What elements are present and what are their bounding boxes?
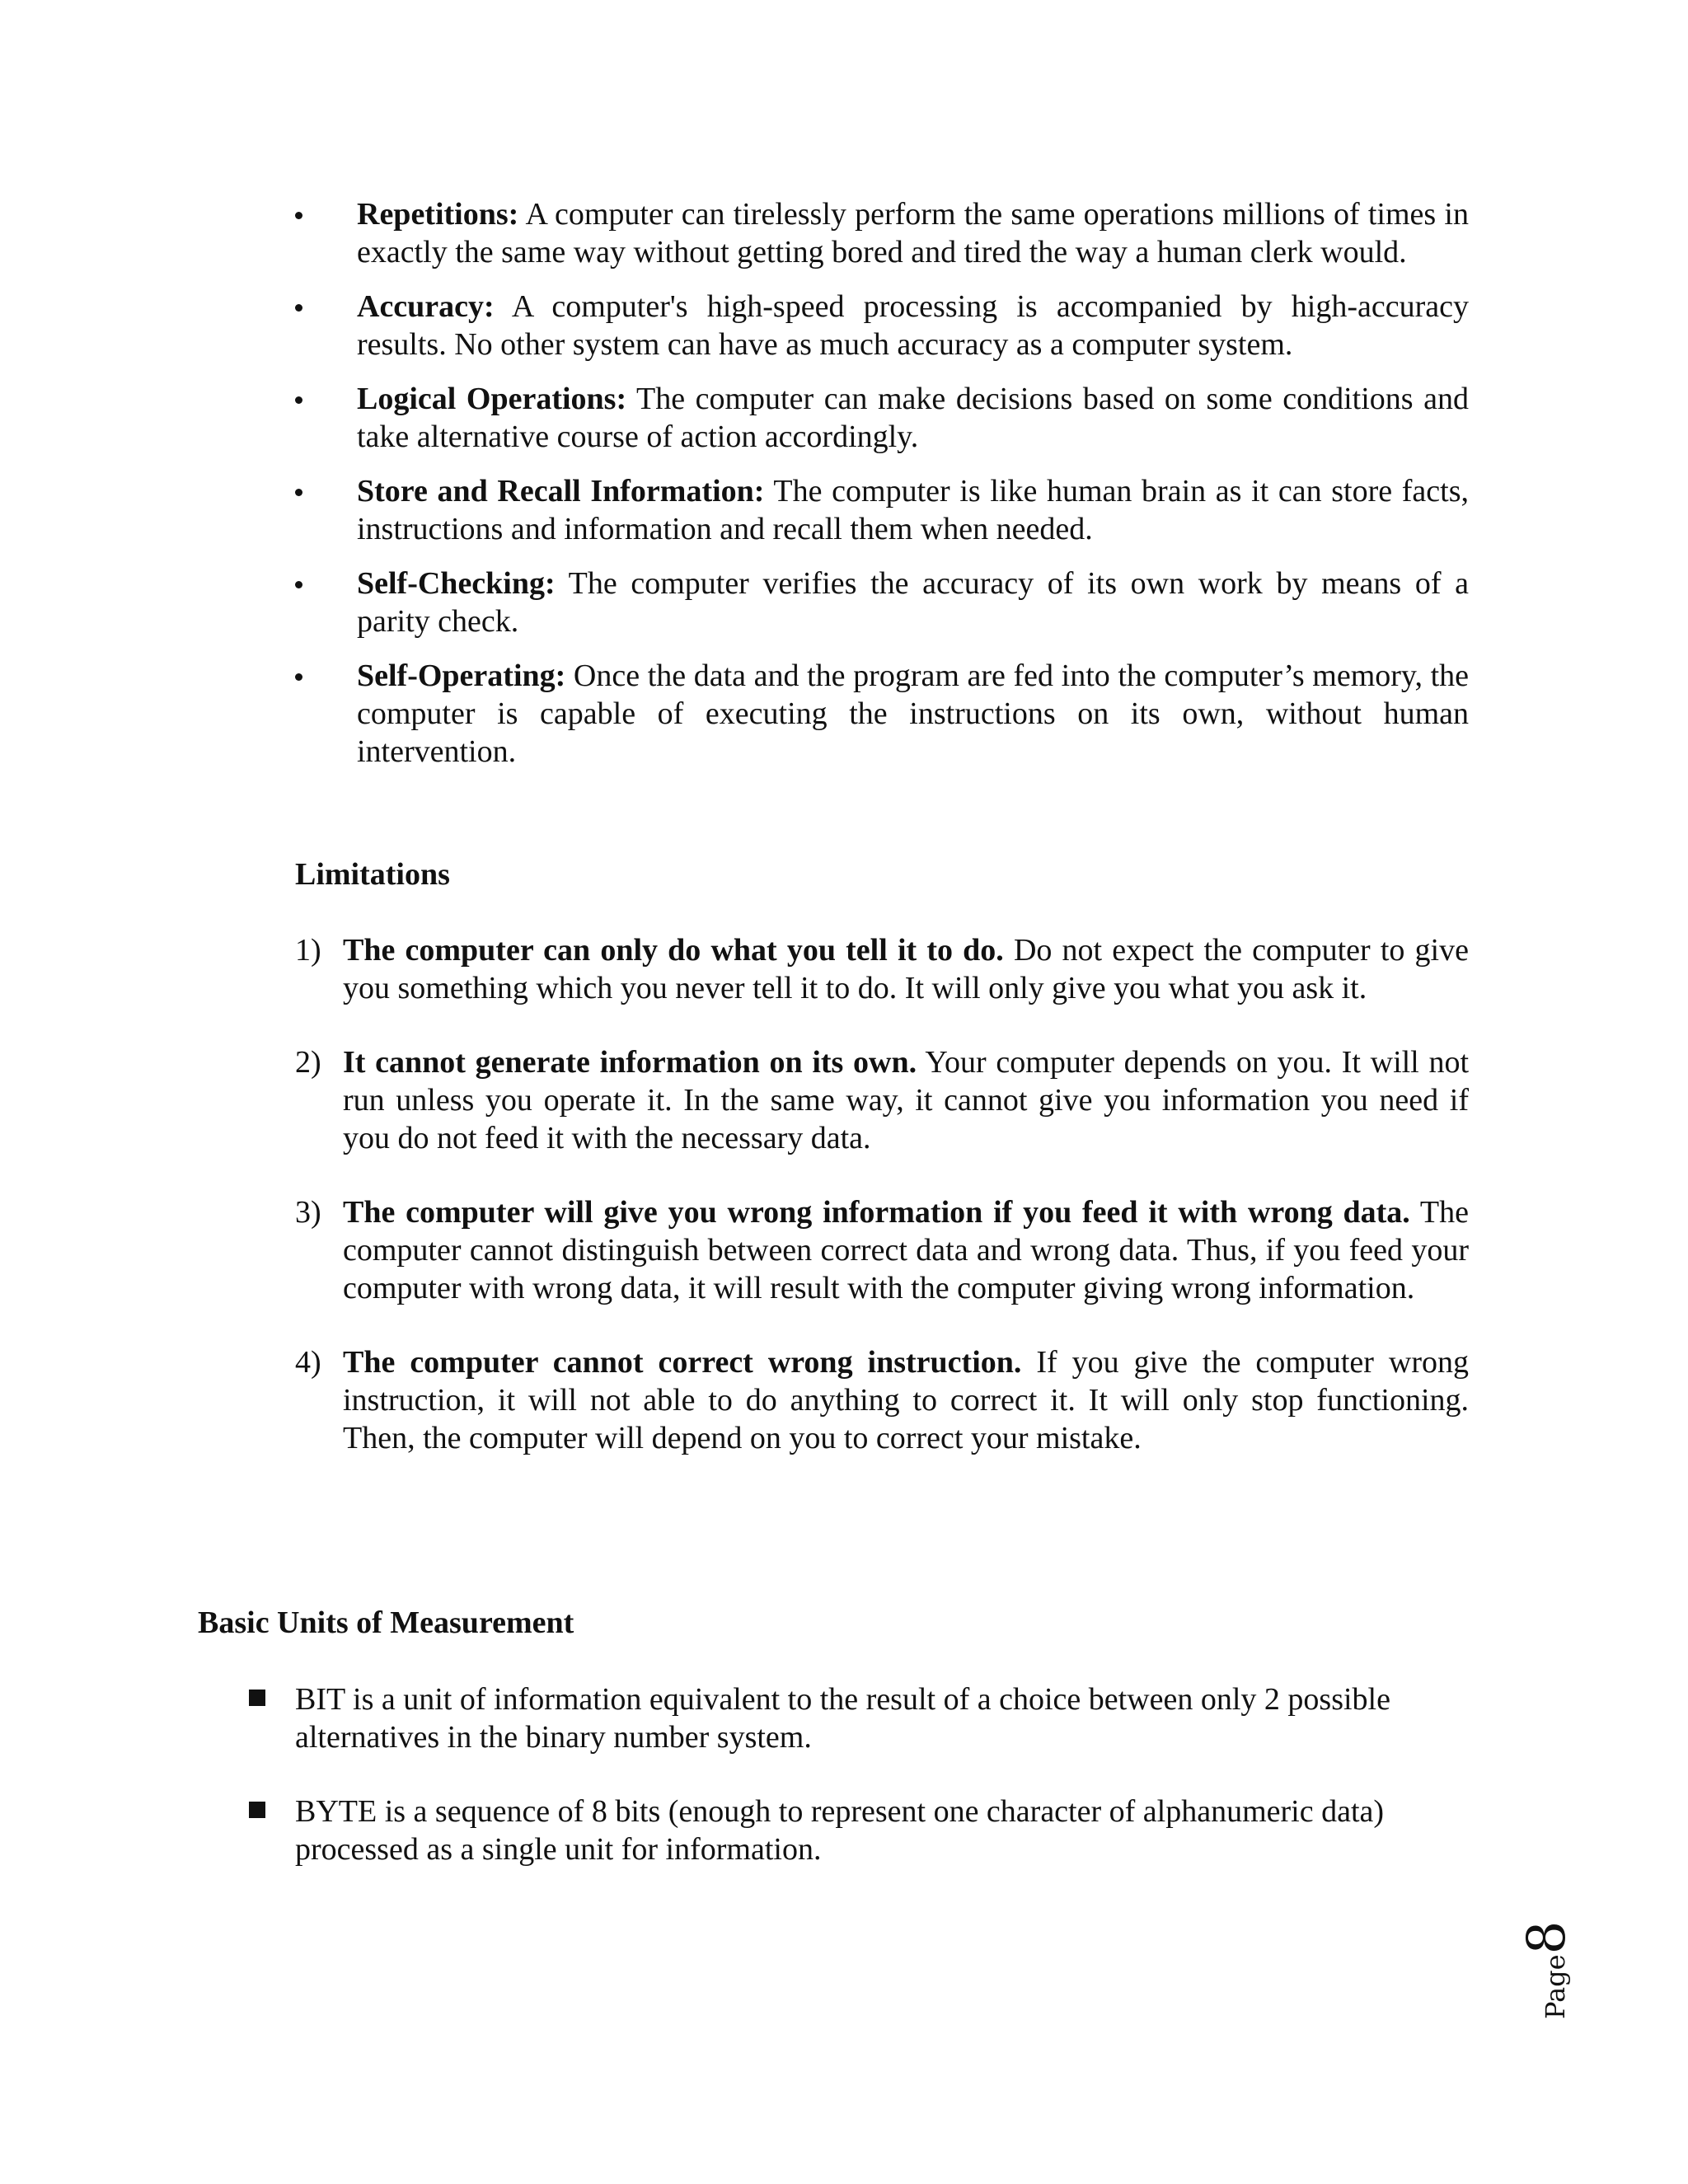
limitation-item <box>295 1343 1469 1457</box>
unit-item <box>247 1680 1434 1756</box>
limitation-text: The computer cannot distinguish between correct data and wrong data. Thus, if you feed your computer with wrong data, it will result with the computer giving wrong information. <box>343 1195 1469 1305</box>
page-number-value: 8 <box>1517 1920 1578 1955</box>
limitation-title: The computer cannot correct wrong instruction. <box>343 1345 1022 1380</box>
limitation-item <box>295 1193 1469 1307</box>
limitations-heading: Limitations <box>295 857 450 892</box>
limitation-title: The computer will give you wrong information if you feed it with wrong data. <box>343 1195 1410 1230</box>
limitation-title: The computer can only do what you tell it to do. <box>343 933 1004 968</box>
feature-text: A computer's high-speed processing is accompanied by high-accuracy results. No other system can have as much accuracy as a computer system. <box>357 289 1469 362</box>
limitation-number: 2) <box>295 1045 321 1080</box>
square-bullet-icon <box>249 1802 265 1818</box>
bullet-dot-icon <box>295 673 302 681</box>
feature-term: Store and Recall Information: <box>357 474 765 509</box>
feature-item <box>295 565 1469 640</box>
bullet-dot-icon <box>295 581 302 588</box>
feature-text: The computer can make decisions based on some conditions and take alternative course of action accordingly. <box>357 382 1469 454</box>
feature-term: Self-Checking: <box>357 566 556 601</box>
bullet-dot-icon <box>295 396 302 404</box>
feature-term: Repetitions: <box>357 197 519 232</box>
feature-text: A computer can tirelessly perform the same operations millions of times in exactly the same way without getting bored and tired the way a human clerk would. <box>357 197 1469 269</box>
limitation-number: 3) <box>295 1195 321 1230</box>
bullet-dot-icon <box>295 489 302 496</box>
feature-text: The computer verifies the accuracy of its own work by means of a parity check. <box>357 566 1469 639</box>
limitation-title: It cannot generate information on its own. <box>343 1045 917 1080</box>
feature-item <box>295 195 1469 271</box>
feature-term: Accuracy: <box>357 289 495 324</box>
limitation-item <box>295 931 1469 1007</box>
limitation-text: If you give the computer wrong instruction, it will not able to do anything to correct it. It will only stop functioning. Then, the computer will depend on you to correct your mistake. <box>343 1345 1469 1455</box>
feature-text: Once the data and the program are fed into the computer’s memory, the computer is capable of executing the instructions on its own, without human intervention. <box>357 658 1469 769</box>
limitation-number: 1) <box>295 933 321 968</box>
unit-text: BYTE is a sequence of 8 bits (enough to represent one character of alphanumeric data) processed as a single unit for information. <box>295 1794 1385 1867</box>
unit-text: BIT is a unit of information equivalent to the result of a choice between only 2 possible alternatives in the binary number system. <box>295 1682 1390 1755</box>
features-list <box>295 195 1469 787</box>
feature-item <box>295 380 1469 456</box>
feature-text: The computer is like human brain as it can store facts, instructions and information and recall them when needed. <box>357 474 1469 546</box>
limitation-text: Do not expect the computer to give you something which you never tell it to do. It will only give you what you ask it. <box>343 933 1469 1005</box>
limitation-item <box>295 1043 1469 1157</box>
page-number <box>1517 1920 1615 2019</box>
limitations-list <box>295 931 1469 1493</box>
page-label: Page <box>1540 1954 1571 2019</box>
unit-item <box>247 1793 1434 1868</box>
limitation-number: 4) <box>295 1345 321 1380</box>
units-list <box>247 1680 1434 1905</box>
feature-item <box>295 472 1469 548</box>
units-heading: Basic Units of Measurement <box>198 1605 574 1640</box>
feature-item <box>295 657 1469 771</box>
feature-term: Self-Operating: <box>357 658 566 693</box>
feature-item <box>295 288 1469 363</box>
bullet-dot-icon <box>295 304 302 312</box>
square-bullet-icon <box>249 1690 265 1706</box>
feature-term: Logical Operations: <box>357 382 627 416</box>
bullet-dot-icon <box>295 212 302 219</box>
limitation-text: Your computer depends on you. It will not run unless you operate it. In the same way, it cannot give you information you need if you do not feed it with the necessary data. <box>343 1045 1469 1155</box>
